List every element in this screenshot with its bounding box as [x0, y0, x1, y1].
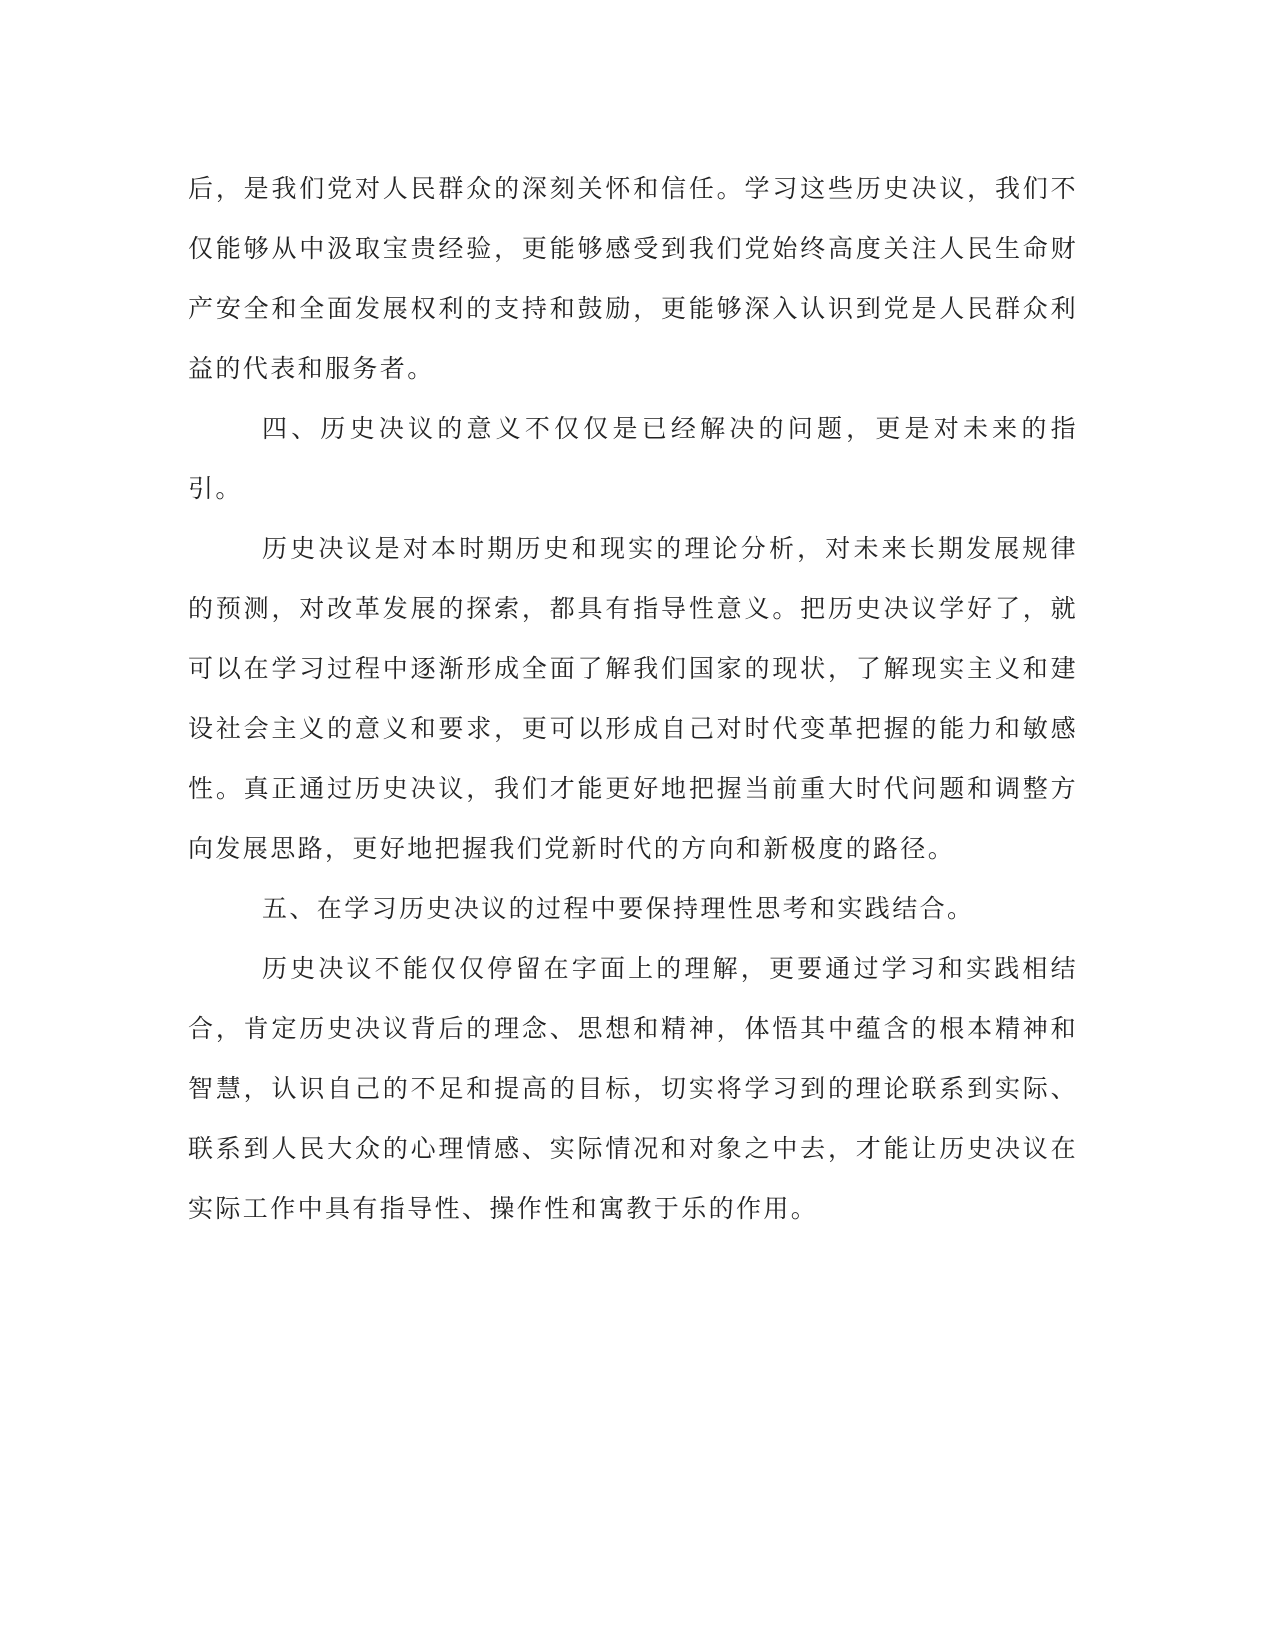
- section-heading-five: 五、在学习历史决议的过程中要保持理性思考和实践结合。: [262, 894, 975, 923]
- paragraph-continuation: 后，是我们党对人民群众的深刻关怀和信任。学习这些历史决议，我们不仅能够从中汲取宝贵经验，更能够感受到我们党始终高度关注人民生命财产安全和全面发展权利的支持和鼓励，更能够深入认识到党是人民群众利益的代表和服务者。: [188, 174, 1078, 383]
- section-heading-four: 四、历史决议的意义不仅仅是已经解决的问题，更是对未来的指引。: [188, 414, 1078, 503]
- paragraph-section-four-body: 历史决议是对本时期历史和现实的理论分析，对未来长期发展规律的预测，对改革发展的探索，都具有指导性意义。把历史决议学好了，就可以在学习过程中逐渐形成全面了解我们国家的现状，了解现实主义和建设社会主义的意义和要求，更可以形成自己对时代变革把握的能力和敏感性。真正通过历史决议，我们才能更好地把握当前重大时代问题和调整方向发展思路，更好地把握我们党新时代的方向和新极度的路径。: [188, 534, 1078, 863]
- paragraph-section-five-body: 历史决议不能仅仅停留在字面上的理解，更要通过学习和实践相结合，肯定历史决议背后的理念、思想和精神，体悟其中蕴含的根本精神和智慧，认识自己的不足和提高的目标，切实将学习到的理论联系到实际、联系到人民大众的心理情感、实际情况和对象之中去，才能让历史决议在实际工作中具有指导性、操作性和寓教于乐的作用。: [188, 954, 1078, 1223]
- document-body: [188, 159, 1078, 1239]
